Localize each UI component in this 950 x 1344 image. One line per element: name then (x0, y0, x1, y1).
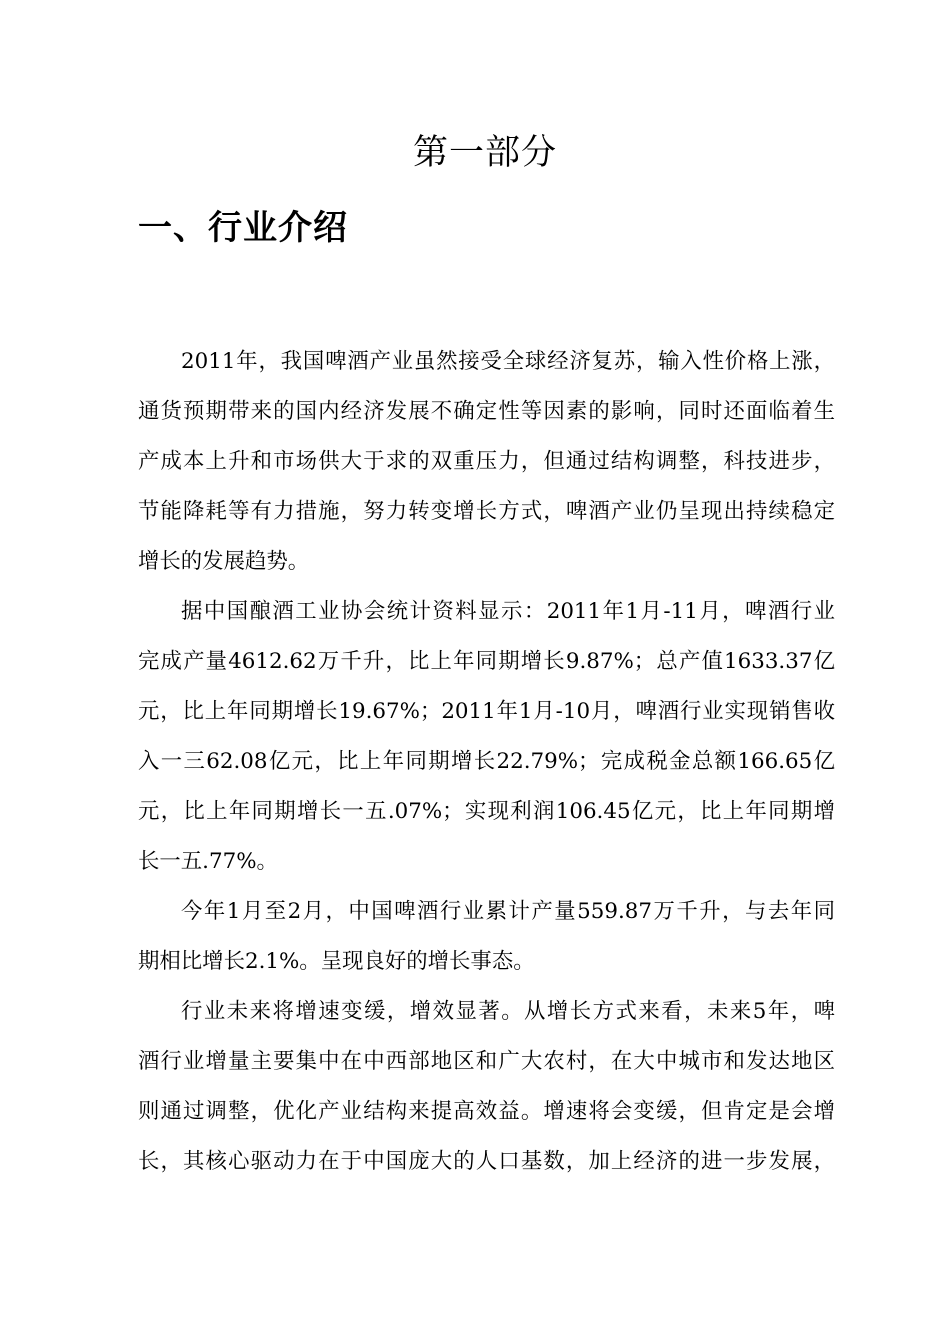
part-title: 第一部分 (412, 133, 557, 173)
text-line: 元，比上年同期增长一五.07%；实现利润106.45亿元，比上年同期增 (138, 799, 835, 824)
paragraph-industry-overview (138, 337, 835, 587)
text-line: 通货预期带来的国内经济发展不确定性等因素的影响，同时还面临着生 (138, 399, 835, 424)
text-line: 则通过调整，优化产业结构来提高效益。增速将会变缓，但肯定是会增 (138, 1099, 835, 1124)
text-line: 2011年，我国啤酒产业虽然接受全球经济复苏，输入性价格上涨， (181, 349, 835, 374)
text-line: 产成本上升和市场供大于求的双重压力，但通过结构调整，科技进步， (138, 449, 835, 474)
paragraph-outlook (138, 987, 835, 1187)
text-line: 入一三62.08亿元，比上年同期增长22.79%；完成税金总额166.65亿 (138, 749, 835, 774)
text-line: 增长的发展趋势。 (138, 549, 310, 574)
paragraph-statistics (138, 587, 835, 887)
text-line: 长，其核心驱动力在于中国庞大的人口基数，加上经济的进一步发展， (138, 1149, 835, 1174)
text-line: 酒行业增量主要集中在中西部地区和广大农村，在大中城市和发达地区 (138, 1049, 835, 1074)
text-line: 期相比增长2.1%。呈现良好的增长事态。 (138, 949, 535, 974)
section-heading: 一、行业介绍 (138, 208, 348, 248)
text-line: 完成产量4612.62万千升，比上年同期增长9.87%；总产值1633.37亿 (138, 649, 835, 674)
text-line: 行业未来将增速变缓，增效显著。从增长方式来看，未来5年，啤 (181, 999, 835, 1024)
text-line: 节能降耗等有力措施，努力转变增长方式，啤酒产业仍呈现出持续稳定 (138, 499, 835, 524)
text-line: 今年1月至2月，中国啤酒行业累计产量559.87万千升，与去年同 (181, 899, 835, 924)
text-line: 长一五.77%。 (138, 849, 278, 874)
text-line: 据中国酿酒工业协会统计资料显示：2011年1月-11月，啤酒行业 (181, 599, 835, 624)
body-text (138, 337, 835, 1187)
paragraph-current-year (138, 887, 835, 987)
text-line: 元，比上年同期增长19.67%；2011年1月-10月，啤酒行业实现销售收 (138, 699, 835, 724)
